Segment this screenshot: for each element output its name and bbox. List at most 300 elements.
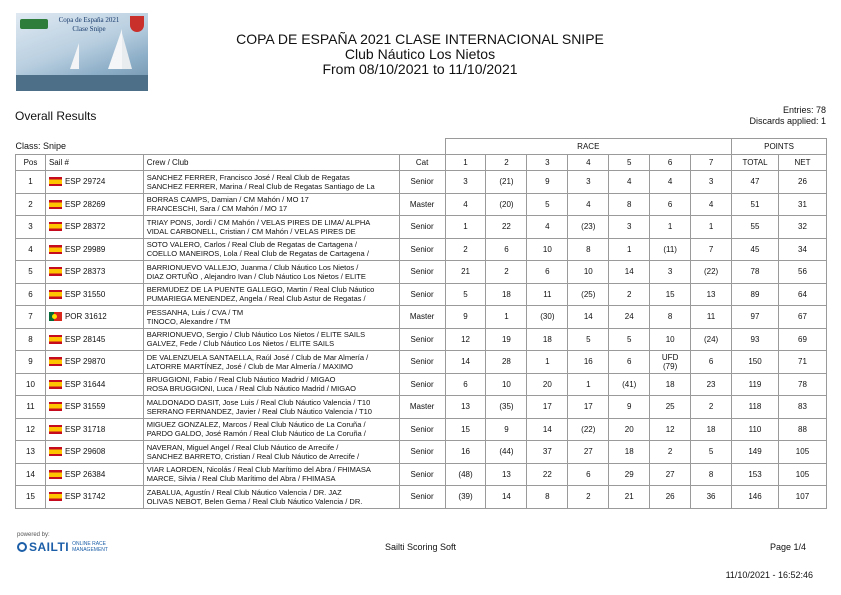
cell-race-6: 1: [650, 216, 691, 239]
cell-race-3: (30): [527, 306, 568, 329]
col-sail: Sail #: [45, 155, 143, 171]
cell-race-2: (20): [486, 193, 527, 216]
logo-emblem-left: [20, 19, 48, 29]
portugal-flag-icon: [49, 312, 62, 321]
crew: OLIVAS NEBOT, Belen Gema / Real Club Náutico Valencia / DR.: [146, 496, 363, 506]
cell-race-7: 7: [691, 238, 732, 261]
cell-race-6: 26: [650, 486, 691, 509]
cell-race-3: 4: [527, 216, 568, 239]
cell-race-5: 8: [609, 193, 650, 216]
cell-pos: 4: [16, 238, 46, 261]
sail-number: ESP 31644: [64, 379, 106, 389]
cell-race-2: 13: [486, 463, 527, 486]
entries-count: Entries: 78: [782, 105, 826, 115]
cell-race-4: 1: [568, 373, 609, 396]
logo-line1: Copa de España 2021: [58, 16, 120, 24]
cell-crew: [143, 418, 399, 441]
col-pos: Pos: [16, 155, 46, 171]
cell-race-2: 9: [486, 418, 527, 441]
powered-by: powered by:: [17, 532, 50, 538]
cell-net: 71: [778, 351, 826, 374]
table-row: [16, 441, 827, 464]
cell-sail: [45, 463, 143, 486]
spain-flag-icon: [49, 335, 62, 344]
spain-flag-icon: [49, 200, 62, 209]
cell-race-6: 18: [650, 373, 691, 396]
cell-race-5: 18: [609, 441, 650, 464]
cell-race-5: 4: [609, 171, 650, 194]
section-title: Overall Results: [15, 109, 97, 123]
cell-pos: 1: [16, 171, 46, 194]
entries-info: [749, 105, 826, 127]
cell-crew: [143, 328, 399, 351]
cell-sail: [45, 306, 143, 329]
cell-pos: 3: [16, 216, 46, 239]
cell-race-5: 20: [609, 418, 650, 441]
cell-sail: [45, 283, 143, 306]
cell-race-1: 16: [445, 441, 486, 464]
cell-cat: Senior: [399, 373, 445, 396]
cell-total: 55: [732, 216, 779, 239]
cell-race-3: 5: [527, 193, 568, 216]
cell-race-2: (44): [486, 441, 527, 464]
col-race-2: 2: [486, 155, 527, 171]
cell-sail: [45, 171, 143, 194]
event-dates: From 08/10/2021 to 11/10/2021: [322, 61, 518, 77]
page-title: COPA DE ESPAÑA 2021 CLASE INTERNACIONAL SNIPE: [236, 31, 604, 47]
sail-number: ESP 28145: [64, 334, 106, 344]
cell-race-7: 1: [691, 216, 732, 239]
cell-crew: [143, 486, 399, 509]
cell-pos: 15: [16, 486, 46, 509]
cell-crew: [143, 283, 399, 306]
cell-race-7: 13: [691, 283, 732, 306]
cell-race-4: 14: [568, 306, 609, 329]
cell-race-6: (11): [650, 238, 691, 261]
table-row: [16, 261, 827, 284]
spain-flag-icon: [49, 245, 62, 254]
sail-number: ESP 28372: [64, 222, 106, 232]
cell-race-1: 1: [445, 216, 486, 239]
spain-flag-icon: [49, 470, 62, 479]
cell-race-1: 9: [445, 306, 486, 329]
crew: ROSA BRUGGIONI, Luca / Real Club Náutico Madrid / MIGAO: [146, 384, 356, 394]
table-row: [16, 351, 827, 374]
sail-number: ESP 31550: [64, 289, 106, 299]
cell-total: 118: [732, 396, 779, 419]
table-row: [16, 283, 827, 306]
crew: SANCHEZ BARRETO, Cristian / Real Club Náutico de Arrecife /: [146, 451, 360, 461]
cell-race-7: 11: [691, 306, 732, 329]
cell-race-7: 3: [691, 171, 732, 194]
helm: BERMUDEZ DE LA PUENTE GALLEGO, Martin / Real Club Náutico: [146, 285, 375, 295]
helm: BRUGGIONI, Fabio / Real Club Náutico Madrid / MIGAO: [146, 375, 336, 385]
cell-total: 146: [732, 486, 779, 509]
col-race-3: 3: [527, 155, 568, 171]
cell-net: 78: [778, 373, 826, 396]
cell-race-4: 17: [568, 396, 609, 419]
cell-sail: [45, 193, 143, 216]
cell-total: 149: [732, 441, 779, 464]
cell-race-1: 3: [445, 171, 486, 194]
cell-total: 153: [732, 463, 779, 486]
crew: TINOCO, Alexandre / TM: [146, 316, 231, 326]
cell-race-1: 2: [445, 238, 486, 261]
cell-race-4: 4: [568, 193, 609, 216]
spain-flag-icon: [49, 492, 62, 501]
logo-sail: [122, 33, 132, 69]
cell-race-5: 24: [609, 306, 650, 329]
cell-net: 34: [778, 238, 826, 261]
cell-total: 97: [732, 306, 779, 329]
cell-race-1: (39): [445, 486, 486, 509]
spain-flag-icon: [49, 267, 62, 276]
cell-pos: 13: [16, 441, 46, 464]
table-row: [16, 171, 827, 194]
cell-sail: [45, 328, 143, 351]
col-cat: Cat: [399, 155, 445, 171]
cell-crew: [143, 441, 399, 464]
col-crew: Crew / Club: [143, 155, 399, 171]
cell-pos: 9: [16, 351, 46, 374]
col-total: TOTAL: [732, 155, 779, 171]
cell-race-5: 5: [609, 328, 650, 351]
cell-total: 110: [732, 418, 779, 441]
scoring-software: Sailti Scoring Soft: [384, 542, 457, 552]
cell-race-6: 27: [650, 463, 691, 486]
cell-race-4: 10: [568, 261, 609, 284]
cell-net: 67: [778, 306, 826, 329]
cell-net: 31: [778, 193, 826, 216]
club-name: Club Náutico Los Nietos: [344, 46, 496, 62]
cell-total: 45: [732, 238, 779, 261]
crew: LATORRE MARTÍNEZ, José / Club de Mar Almería / MAXIMO: [146, 361, 354, 371]
cell-sail: [45, 351, 143, 374]
cell-race-5: 1: [609, 238, 650, 261]
cell-crew: [143, 261, 399, 284]
cell-race-1: 15: [445, 418, 486, 441]
crew: GALVEZ, Fede / Club Náutico Los Nietos / ELITE SAILS: [146, 339, 335, 349]
cell-race-2: 14: [486, 486, 527, 509]
cell-race-1: 6: [445, 373, 486, 396]
cell-race-5: 9: [609, 396, 650, 419]
crew: MARCE, Silvia / Real Club Marítimo del Abra / FHIMASA: [146, 474, 336, 484]
cell-race-7: 4: [691, 193, 732, 216]
cell-cat: Master: [399, 396, 445, 419]
logo-sail: [70, 43, 79, 69]
helm: NAVERAN, Miguel Angel / Real Club Náutico de Arrecife /: [146, 442, 339, 452]
cell-race-3: 18: [527, 328, 568, 351]
timestamp: 11/10/2021 - 16:52:46: [725, 570, 813, 580]
table-row: [16, 193, 827, 216]
cell-crew: [143, 351, 399, 374]
cell-pos: 5: [16, 261, 46, 284]
cell-race-5: 3: [609, 216, 650, 239]
cell-crew: [143, 396, 399, 419]
helm: BARRIONUEVO, Sergio / Club Náutico Los Nietos / ELITE SAILS: [146, 330, 366, 340]
discards-applied: Discards applied: 1: [749, 116, 826, 126]
cell-race-2: 1: [486, 306, 527, 329]
cell-race-5: 29: [609, 463, 650, 486]
cell-race-6: 6: [650, 193, 691, 216]
cell-sail: [45, 373, 143, 396]
cell-race-1: 5: [445, 283, 486, 306]
cell-cat: Senior: [399, 283, 445, 306]
sail-number: ESP 31718: [64, 424, 106, 434]
cell-race-6: 2: [650, 441, 691, 464]
cell-race-7: 8: [691, 463, 732, 486]
cell-sail: [45, 396, 143, 419]
cell-race-5: 6: [609, 351, 650, 374]
cell-race-6: 3: [650, 261, 691, 284]
race-group-header: RACE: [445, 139, 731, 155]
spain-flag-icon: [49, 357, 62, 366]
cell-crew: [143, 216, 399, 239]
cell-race-4: 6: [568, 463, 609, 486]
helm: VIAR LAORDEN, Nicolás / Real Club Marítimo del Abra / FHIMASA: [146, 465, 371, 475]
cell-net: 26: [778, 171, 826, 194]
table-row: [16, 396, 827, 419]
class-row: [16, 139, 827, 155]
cell-race-4: (25): [568, 283, 609, 306]
cell-race-7: 18: [691, 418, 732, 441]
table-row: [16, 328, 827, 351]
cell-total: 89: [732, 283, 779, 306]
helm: BARRIONUEVO VALLEJO, Juanma / Club Náutico Los Nietos /: [146, 262, 359, 272]
cell-race-3: 1: [527, 351, 568, 374]
cell-cat: Senior: [399, 441, 445, 464]
spain-flag-icon: [49, 425, 62, 434]
cell-race-3: 22: [527, 463, 568, 486]
col-race-6: 6: [650, 155, 691, 171]
cell-race-2: 2: [486, 261, 527, 284]
sail-number: POR 31612: [64, 312, 107, 322]
cell-race-7: 36: [691, 486, 732, 509]
cell-race-6: 10: [650, 328, 691, 351]
col-race-1: 1: [445, 155, 486, 171]
cell-crew: [143, 238, 399, 261]
cell-race-1: 21: [445, 261, 486, 284]
sail-number: ESP 26384: [64, 469, 106, 479]
cell-crew: [143, 373, 399, 396]
cell-race-5: 14: [609, 261, 650, 284]
cell-race-4: 5: [568, 328, 609, 351]
cell-race-3: 10: [527, 238, 568, 261]
cell-race-3: 37: [527, 441, 568, 464]
cell-pos: 11: [16, 396, 46, 419]
sail-number: ESP 29870: [64, 357, 106, 367]
cell-race-6: 8: [650, 306, 691, 329]
spain-flag-icon: [49, 177, 62, 186]
crew: PARDO GALDO, José Ramón / Real Club Náutico de La Coruña /: [146, 429, 366, 439]
cell-sail: [45, 261, 143, 284]
cell-race-4: 3: [568, 171, 609, 194]
cell-cat: Senior: [399, 351, 445, 374]
logo-crest-right: [130, 16, 144, 32]
cell-race-7: 6: [691, 351, 732, 374]
cell-pos: 14: [16, 463, 46, 486]
cell-cat: Senior: [399, 418, 445, 441]
logo-sea: [16, 75, 148, 91]
helm: ZABALUA, Agustín / Real Club Náutico Valencia / DR. JAZ: [146, 487, 342, 497]
cell-cat: Senior: [399, 238, 445, 261]
points-group-header: POINTS: [732, 139, 827, 155]
cell-crew: [143, 306, 399, 329]
cell-race-2: 19: [486, 328, 527, 351]
cell-crew: [143, 171, 399, 194]
cell-race-2: 28: [486, 351, 527, 374]
cell-race-3: 11: [527, 283, 568, 306]
cell-total: 119: [732, 373, 779, 396]
cell-sail: [45, 238, 143, 261]
cell-sail: [45, 216, 143, 239]
cell-net: 105: [778, 463, 826, 486]
sail-number: ESP 29608: [64, 447, 106, 457]
cell-race-3: 9: [527, 171, 568, 194]
cell-race-7: 23: [691, 373, 732, 396]
logo-sail: [108, 29, 122, 69]
cell-race-7: (22): [691, 261, 732, 284]
col-race-4: 4: [568, 155, 609, 171]
table-row: [16, 238, 827, 261]
cell-race-6: 4: [650, 171, 691, 194]
helm: SOTO VALERO, Carlos / Real Club de Regatas de Cartagena /: [146, 240, 357, 250]
cell-race-5: 2: [609, 283, 650, 306]
table-row: [16, 306, 827, 329]
cell-race-4: 8: [568, 238, 609, 261]
cell-race-2: (35): [486, 396, 527, 419]
cell-pos: 10: [16, 373, 46, 396]
cell-net: 88: [778, 418, 826, 441]
sail-number: ESP 29989: [64, 244, 106, 254]
cell-cat: Senior: [399, 486, 445, 509]
table-row: [16, 486, 827, 509]
cell-race-2: 6: [486, 238, 527, 261]
cell-race-3: 6: [527, 261, 568, 284]
cell-race-1: 13: [445, 396, 486, 419]
cell-race-7: (24): [691, 328, 732, 351]
crew: SANCHEZ FERRER, Marina / Real Club de Regatas Santiago de La: [146, 181, 375, 191]
cell-race-1: 4: [445, 193, 486, 216]
sail-number: ESP 28373: [64, 267, 106, 277]
crew: COELLO MANEIROS, Lola / Real Club de Regatas de Cartagena /: [146, 249, 369, 259]
cell-total: 47: [732, 171, 779, 194]
cell-race-7: 2: [691, 396, 732, 419]
cell-race-1: (48): [445, 463, 486, 486]
sail-number: ESP 31742: [64, 492, 106, 502]
spain-flag-icon: [49, 290, 62, 299]
cell-total: 51: [732, 193, 779, 216]
helm: MALDONADO DASIT, Jose Luis / Real Club Náutico Valencia / T10: [146, 397, 371, 407]
col-race-7: 7: [691, 155, 732, 171]
col-race-5: 5: [609, 155, 650, 171]
cell-cat: Master: [399, 193, 445, 216]
header: [150, 32, 690, 77]
spain-flag-icon: [49, 380, 62, 389]
helm: PESSANHA, Luis / CVA / TM: [146, 307, 244, 317]
page-number: Page 1/4: [769, 542, 806, 552]
cell-race-4: 27: [568, 441, 609, 464]
cell-total: 93: [732, 328, 779, 351]
sail-number: ESP 28269: [64, 199, 106, 209]
cell-race-6: 25: [650, 396, 691, 419]
table-row: [16, 463, 827, 486]
results-table: [15, 138, 827, 509]
logo-line2: Clase Snipe: [72, 25, 106, 33]
cell-race-3: 8: [527, 486, 568, 509]
cell-race-2: (21): [486, 171, 527, 194]
cell-race-4: 16: [568, 351, 609, 374]
cell-net: 56: [778, 261, 826, 284]
crew: DIAZ ORTUÑO , Alejandro Ivan / Club Náutico Los Nietos / ELITE: [146, 271, 366, 281]
helm: MIGUEZ GONZALEZ, Marcos / Real Club Náutico de La Coruña /: [146, 420, 366, 430]
col-net: NET: [778, 155, 826, 171]
cell-race-3: 20: [527, 373, 568, 396]
brand-name: SAILTI: [29, 540, 70, 554]
cell-race-4: (23): [568, 216, 609, 239]
spain-flag-icon: [49, 447, 62, 456]
cell-sail: [45, 418, 143, 441]
cell-cat: Senior: [399, 463, 445, 486]
cell-cat: Senior: [399, 261, 445, 284]
cell-total: 78: [732, 261, 779, 284]
table-row: [16, 373, 827, 396]
table-row: [16, 418, 827, 441]
cell-cat: Senior: [399, 216, 445, 239]
cell-race-7: 5: [691, 441, 732, 464]
cell-race-2: 22: [486, 216, 527, 239]
cell-net: 32: [778, 216, 826, 239]
tagline-line1: ONLINE RACE: [72, 540, 107, 547]
cell-net: 107: [778, 486, 826, 509]
cell-race-5: 21: [609, 486, 650, 509]
cell-race-5: (41): [609, 373, 650, 396]
cell-race-4: (22): [568, 418, 609, 441]
class-label: Class: Snipe: [16, 139, 446, 155]
helm: DE VALENZUELA SANTAELLA, Raúl José / Club de Mar Almería /: [146, 352, 369, 362]
crew: VIDAL CARBONELL, Cristian / CM Mahón / VELAS PIRES DE: [146, 226, 356, 236]
helm: BORRAS CAMPS, Damian / CM Mahón / MO 17: [146, 195, 309, 205]
cell-race-6: UFD (79): [650, 351, 691, 374]
cell-cat: Senior: [399, 171, 445, 194]
tagline-line2: MANAGEMENT: [72, 546, 108, 553]
cell-pos: 7: [16, 306, 46, 329]
cell-race-2: 18: [486, 283, 527, 306]
column-headers: [16, 155, 827, 171]
cell-race-6: 12: [650, 418, 691, 441]
cell-pos: 8: [16, 328, 46, 351]
cell-race-4: 2: [568, 486, 609, 509]
cell-race-2: 10: [486, 373, 527, 396]
cell-race-6: 15: [650, 283, 691, 306]
crew: PUMARIEGA MENENDEZ, Angela / Real Club Astur de Regatas /: [146, 294, 366, 304]
helm: SANCHEZ FERRER, Francisco José / Real Club de Regatas: [146, 172, 350, 182]
crew: FRANCESCHI, Sara / CM Mahón / MO 17: [146, 204, 288, 214]
sail-number: ESP 31559: [64, 402, 106, 412]
cell-race-3: 17: [527, 396, 568, 419]
cell-race-3: 14: [527, 418, 568, 441]
sail-number: ESP 29724: [64, 177, 106, 187]
table-row: [16, 216, 827, 239]
cell-crew: [143, 463, 399, 486]
cell-cat: Master: [399, 306, 445, 329]
cell-race-1: 12: [445, 328, 486, 351]
crew: SERRANO FERNANDEZ, Javier / Real Club Náutico Valencia / T10: [146, 406, 372, 416]
cell-race-1: 14: [445, 351, 486, 374]
cell-pos: 12: [16, 418, 46, 441]
helm: TRIAY PONS, Jordi / CM Mahón / VELAS PIRES DE LIMA/ ALPHA: [146, 217, 371, 227]
cell-net: 64: [778, 283, 826, 306]
